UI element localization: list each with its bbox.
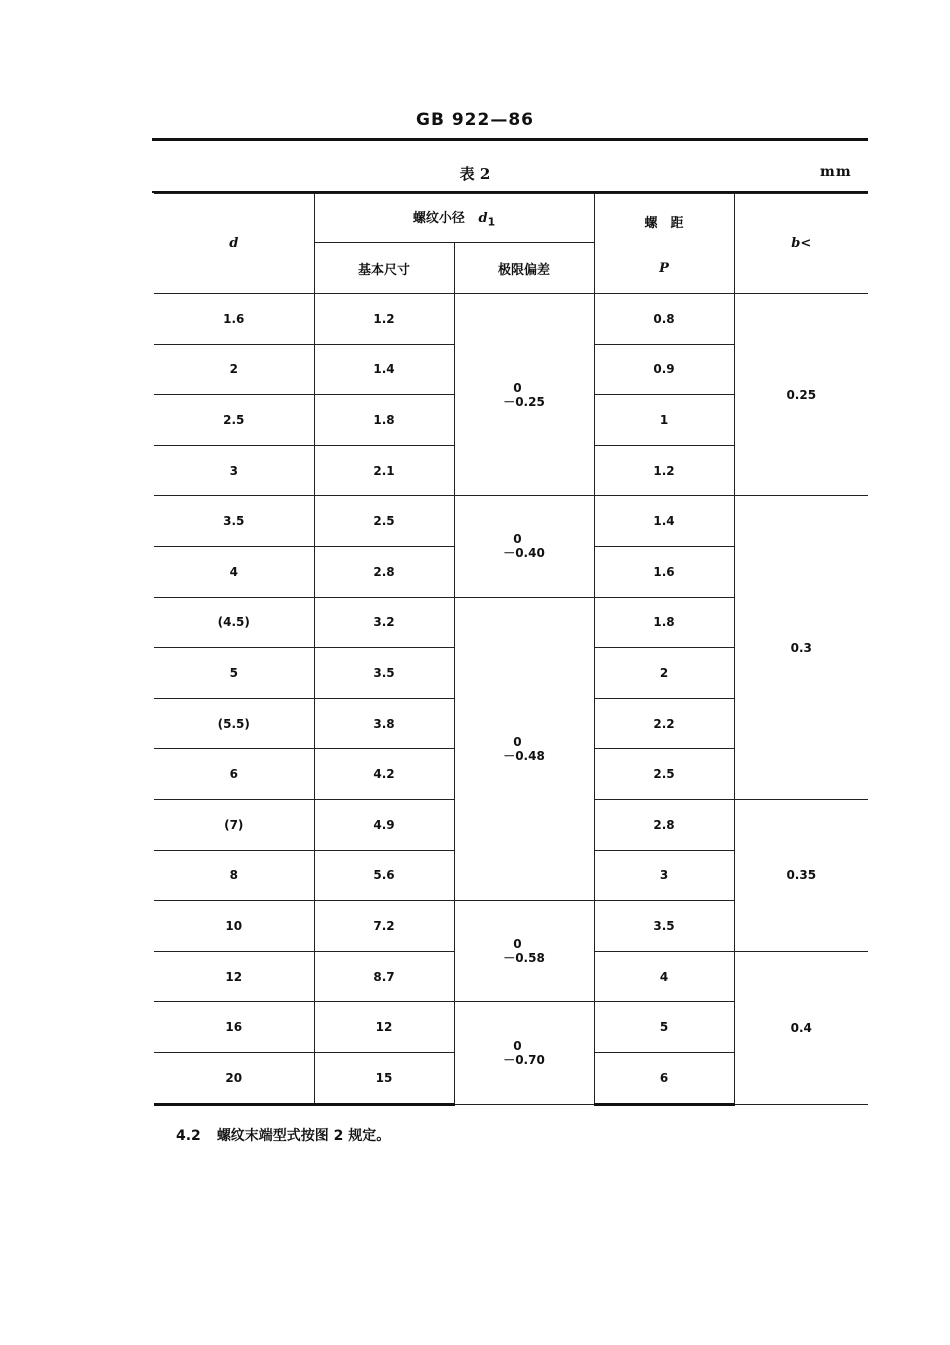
cell-pitch: 0.9 [594, 344, 734, 395]
cell-d1: 4.2 [314, 749, 454, 800]
cell-pitch: 3 [594, 850, 734, 901]
cell-b: 0.4 [734, 951, 868, 1104]
clause-text: 螺纹末端型式按图 2 规定。 [216, 1128, 391, 1144]
cell-pitch: 1.6 [594, 546, 734, 597]
cell-d: 3 [154, 445, 314, 496]
header-minor-diameter: 螺纹小径 $d_1$ [314, 194, 594, 243]
cell-d1: 2.8 [314, 546, 454, 597]
table-row [154, 294, 868, 345]
cell-d: 1.6 [154, 294, 314, 345]
header-limit-deviation: 极限偏差 [454, 243, 594, 294]
cell-pitch: 6 [594, 1052, 734, 1104]
cell-pitch: 2.5 [594, 749, 734, 800]
cell-pitch: 0.8 [594, 294, 734, 345]
cell-pitch: 2 [594, 648, 734, 699]
thread-spec-table [154, 193, 868, 1106]
table-row [154, 496, 868, 547]
header-b: b< [734, 194, 868, 294]
cell-d1: 8.7 [314, 951, 454, 1002]
cell-d1: 1.2 [314, 294, 454, 345]
cell-d1: 1.8 [314, 395, 454, 446]
cell-d1: 3.8 [314, 698, 454, 749]
cell-deviation: 0 －0.25 [454, 294, 594, 496]
cell-d1: 2.5 [314, 496, 454, 547]
cell-pitch: 2.2 [594, 698, 734, 749]
cell-d: 5 [154, 648, 314, 699]
cell-d: 6 [154, 749, 314, 800]
cell-d: 4 [154, 546, 314, 597]
cell-d1: 15 [314, 1052, 454, 1104]
cell-d: 16 [154, 1002, 314, 1053]
cell-d: 2 [154, 344, 314, 395]
cell-deviation: 0 －0.58 [454, 901, 594, 1002]
cell-pitch: 1.2 [594, 445, 734, 496]
cell-d1: 2.1 [314, 445, 454, 496]
cell-b: 0.25 [734, 294, 868, 496]
cell-d: 10 [154, 901, 314, 952]
cell-deviation: 0 －0.40 [454, 496, 594, 597]
cell-d: (5.5) [154, 698, 314, 749]
cell-deviation: 0 －0.70 [454, 1002, 594, 1104]
cell-pitch: 3.5 [594, 901, 734, 952]
cell-d: 12 [154, 951, 314, 1002]
top-rule [152, 138, 868, 141]
cell-b: 0.35 [734, 799, 868, 951]
cell-d1: 3.2 [314, 597, 454, 648]
cell-d: 2.5 [154, 395, 314, 446]
page-header: GB 922—86 [416, 110, 534, 130]
cell-pitch: 2.8 [594, 799, 734, 850]
cell-d1: 12 [314, 1002, 454, 1053]
cell-d: 3.5 [154, 496, 314, 547]
cell-pitch: 1 [594, 395, 734, 446]
cell-pitch: 5 [594, 1002, 734, 1053]
cell-d1: 4.9 [314, 799, 454, 850]
cell-d1: 5.6 [314, 850, 454, 901]
clause-number: 4.2 [176, 1128, 201, 1144]
cell-pitch: 1.4 [594, 496, 734, 547]
clause-note [176, 1125, 390, 1145]
header-basic-size: 基本尺寸 [314, 243, 454, 294]
cell-d: (7) [154, 799, 314, 850]
header-d: d [154, 194, 314, 294]
header-pitch: 螺 距 P [594, 194, 734, 294]
cell-d: 20 [154, 1052, 314, 1104]
cell-pitch: 1.8 [594, 597, 734, 648]
cell-d1: 3.5 [314, 648, 454, 699]
cell-d: (4.5) [154, 597, 314, 648]
table-caption: 表 2 [459, 165, 491, 183]
cell-d1: 1.4 [314, 344, 454, 395]
cell-pitch: 4 [594, 951, 734, 1002]
cell-d1: 7.2 [314, 901, 454, 952]
cell-deviation: 0 －0.48 [454, 597, 594, 901]
cell-d: 8 [154, 850, 314, 901]
table-unit: mm [820, 164, 852, 180]
cell-b: 0.3 [734, 496, 868, 800]
